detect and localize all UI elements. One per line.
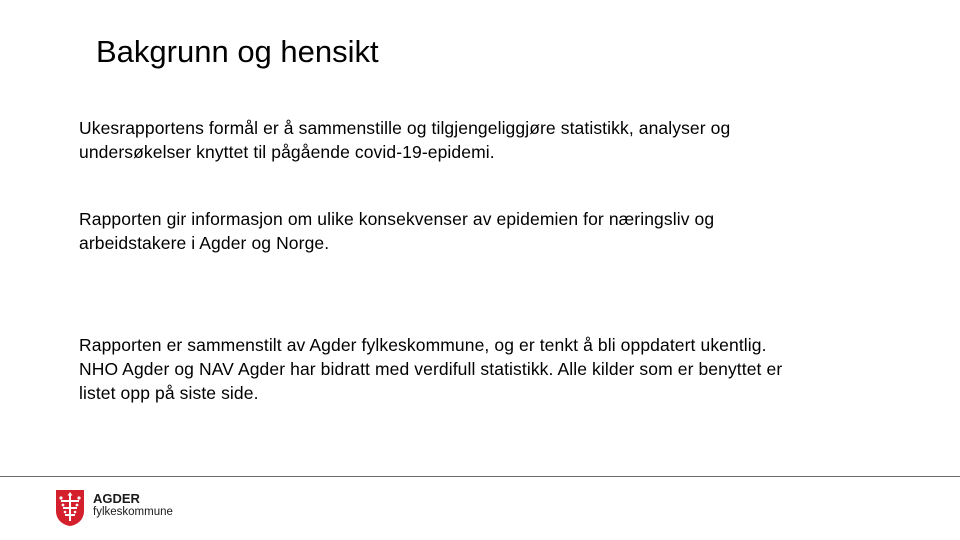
paragraph-line: Ukesrapportens formål er å sammenstille og tilgjengeliggjøre statistikk, analyser og	[79, 118, 731, 138]
agder-coat-of-arms-icon	[55, 489, 85, 527]
paragraph-line: undersøkelser knyttet til pågående covid-19-epidemi.	[79, 142, 495, 162]
agder-logo	[55, 489, 195, 529]
paragraph-line: listet opp på siste side.	[79, 383, 259, 403]
paragraph-sources	[79, 333, 899, 405]
paragraph-purpose	[79, 116, 899, 164]
logo-name: AGDER	[93, 491, 140, 506]
paragraph-line: arbeidstakere i Agder og Norge.	[79, 233, 330, 253]
paragraph-line: Rapporten er sammenstilt av Agder fylkeskommune, og er tenkt å bli oppdatert ukentlig.	[79, 335, 767, 355]
paragraph-line: Rapporten gir informasjon om ulike konsekvenser av epidemien for næringsliv og	[79, 209, 715, 229]
paragraph-line: NHO Agder og NAV Agder har bidratt med verdifull statistikk. Alle kilder som er benyttet er	[79, 359, 783, 379]
logo-subtitle: fylkeskommune	[93, 506, 173, 518]
paragraph-information	[79, 207, 899, 255]
slide-title: Bakgrunn og hensikt	[96, 34, 379, 69]
footer-divider	[0, 476, 960, 477]
